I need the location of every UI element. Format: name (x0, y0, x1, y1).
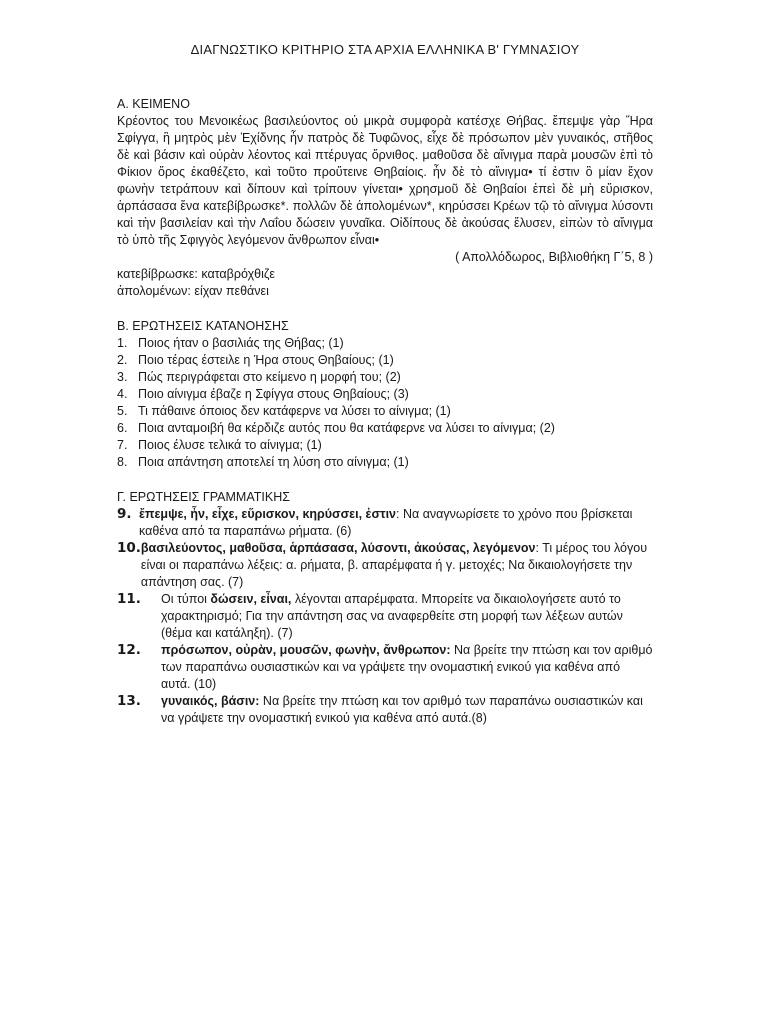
question-words: πρόσωπον, οὐρὰν, μουσῶν, φωνὴν, ἄνθρωπον: (161, 643, 451, 657)
document-title: ΔΙΑΓΝΩΣΤΙΚΟ ΚΡΙΤΗΡΙΟ ΣΤΑ ΑΡΧΙΑ ΕΛΛΗΝΙΚΑ Β' ΓΥΜΝΑΣΙΟΥ (190, 42, 580, 57)
question-number: 6. (117, 421, 128, 435)
question-number: 11. (117, 591, 141, 607)
question-words: γυναικός, βάσιν: (161, 694, 260, 708)
question-prefix: Οι τύποι (161, 592, 211, 606)
question-number: 2. (117, 353, 128, 367)
comprehension-questions (117, 335, 653, 471)
section-comprehension (117, 318, 653, 471)
grammar-question (117, 642, 653, 693)
question-item (117, 369, 653, 386)
question-text: Ποιο τέρας έστειλε η Ήρα στους Θηβαίους; (1) (138, 353, 394, 367)
question-number: 1. (117, 336, 128, 350)
question-number: 9. (117, 506, 132, 522)
section-b-heading: Β. ΕΡΩΤΗΣΕΙΣ ΚΑΤΑΝΟΗΣΗΣ (117, 319, 289, 333)
question-text: : Να αναγνωρίσετε το χρόνο που βρίσκεται καθένα από τα παραπάνω ρήματα. (6) (139, 507, 633, 538)
text-source: ( Απολλόδωρος, Βιβλιοθήκη Γ΄5, 8 ) (455, 250, 653, 264)
question-text: Ποια απάντηση αποτελεί τη λύση στο αίνιγμα; (1) (138, 455, 409, 469)
section-a-heading: Α. ΚΕΙΜΕΝΟ (117, 97, 190, 111)
question-number: 7. (117, 438, 128, 452)
question-text: λέγονται απαρέμφατα. Μπορείτε να δικαιολογήσετε αυτό το χαρακτηρισμό; Για την απάντηση σας να αναφερθείτε στη μορφή των λέξεων αυτών (θέμα και κατάληξη). (7) (161, 592, 623, 640)
question-item (117, 437, 653, 454)
question-text: : Τι μέρος του λόγου είναι οι παραπάνω λέξεις: α. ρήματα, β. απαρέμφατα ή γ. μετοχές; Να δικαιολογήσετε την απάντηση σας. (7) (140, 541, 648, 589)
question-text: Να βρείτε την πτώση και τον αριθμό των παραπάνω ουσιαστικών και να γράψετε την ονομαστική ενικού για καθένα από αυτά.(8) (161, 694, 643, 725)
ancient-text: Κρέοντος του Μενοικέως βασιλεύοντος οὐ μικρὰ συμφορὰ κατέσχε Θήβας. ἔπεμψε γὰρ Ἥρα Σφίγγα, ἣ μητρὸς μὲν Ἐχίδνης ἦν πατρὸς δὲ Τυφῶνος, εἶχε δὲ πρόσωπον μὲν γυναικός, στῆθος δὲ καὶ βάσιν καὶ οὐρὰν λέοντος καὶ πτέρυγας ὄρνιθος. μαθοῦσα δὲ αἴνιγμα παρὰ μουσῶν ἐπὶ τὸ Φίκιον ὄρος ἐκαθέζετο, καὶ τοῦτο προὔτεινε Θηβαίοις. ἦν δὲ τὸ αἴνιγμα• τί ἐστιν ὃ μίαν ἔχον φωνὴν τετράπουν καὶ δίπουν καὶ τρίπουν γίνεται• χρησμοῦ δὲ Θηβαίοι ἐπεὶ δὲ μὴ εὕρισκον, ἁρπάσασα ἕνα κατεβίβρωσκε*. πολλῶν δὲ ἀπολομένων*, κηρύσσει Κρέων τῷ τὸ αἴνιγμα λύσοντι καὶ τὴν βασιλείαν καὶ τὴν Λαΐου δώσειν γυναῖκα. Οἰδίπους δὲ ἀκούσας ἔλυσεν, εἰπὼν τὸ αἴνιγμα τὸ ὑπὸ τῆς Σφιγγὸς λεγόμενον ἄνθρωπον εἶναι• (117, 114, 653, 247)
question-text: Τι πάθαινε όποιος δεν κατάφερνε να λύσει το αίνιγμα; (1) (138, 404, 451, 418)
question-item (117, 454, 653, 471)
question-text: Ποια ανταμοιβή θα κέρδιζε αυτός που θα κατάφερνε να λύσει το αίνιγμα; (2) (138, 421, 555, 435)
section-c-heading: Γ. ΕΡΩΤΗΣΕΙΣ ΓΡΑΜΜΑΤΙΚΗΣ (117, 490, 290, 504)
grammar-question (117, 506, 653, 540)
question-number: 3. (117, 370, 128, 384)
question-text: Ποιο αίνιγμα έβαζε η Σφίγγα στους Θηβαίους; (3) (138, 387, 409, 401)
section-grammar (117, 489, 653, 727)
question-text: Πώς περιγράφεται στο κείμενο η μορφή του; (2) (138, 370, 401, 384)
question-text: Ποιος έλυσε τελικά το αίνιγμα; (1) (138, 438, 322, 452)
question-text: Να βρείτε την πτώση και τον αριθμό των παραπάνω ουσιαστικών και να γράψετε την ονομαστική ενικού για καθένα από αυτά. (10) (161, 643, 653, 691)
question-number: 5. (117, 404, 128, 418)
question-text: Ποιος ήταν ο βασιλιάς της Θήβας; (1) (138, 336, 344, 350)
question-item (117, 352, 653, 369)
section-text (117, 96, 653, 300)
question-number: 8. (117, 455, 128, 469)
question-words: βασιλεύοντος, μαθοῦσα, ἁρπάσασα, λύσοντι, ἀκούσας, λεγόμενον (140, 541, 536, 555)
question-item (117, 386, 653, 403)
question-words: δώσειν, εἶναι, (210, 592, 292, 606)
question-item (117, 403, 653, 420)
grammar-question (117, 591, 653, 642)
question-item (117, 420, 653, 437)
grammar-question (117, 540, 653, 591)
question-number: 13. (117, 693, 141, 709)
gloss-item: κατεβίβρωσκε: καταβρόχθιζε (117, 267, 275, 281)
question-number: 4. (117, 387, 128, 401)
question-item (117, 335, 653, 352)
question-number: 12. (117, 642, 141, 658)
gloss-item: ἀπολομένων: είχαν πεθάνει (117, 284, 269, 298)
question-number: 10. (117, 540, 141, 556)
grammar-question (117, 693, 653, 727)
question-words: ἔπεμψε, ἦν, εἶχε, εὕρισκον, κηρύσσει, ἐστιν (139, 507, 397, 521)
